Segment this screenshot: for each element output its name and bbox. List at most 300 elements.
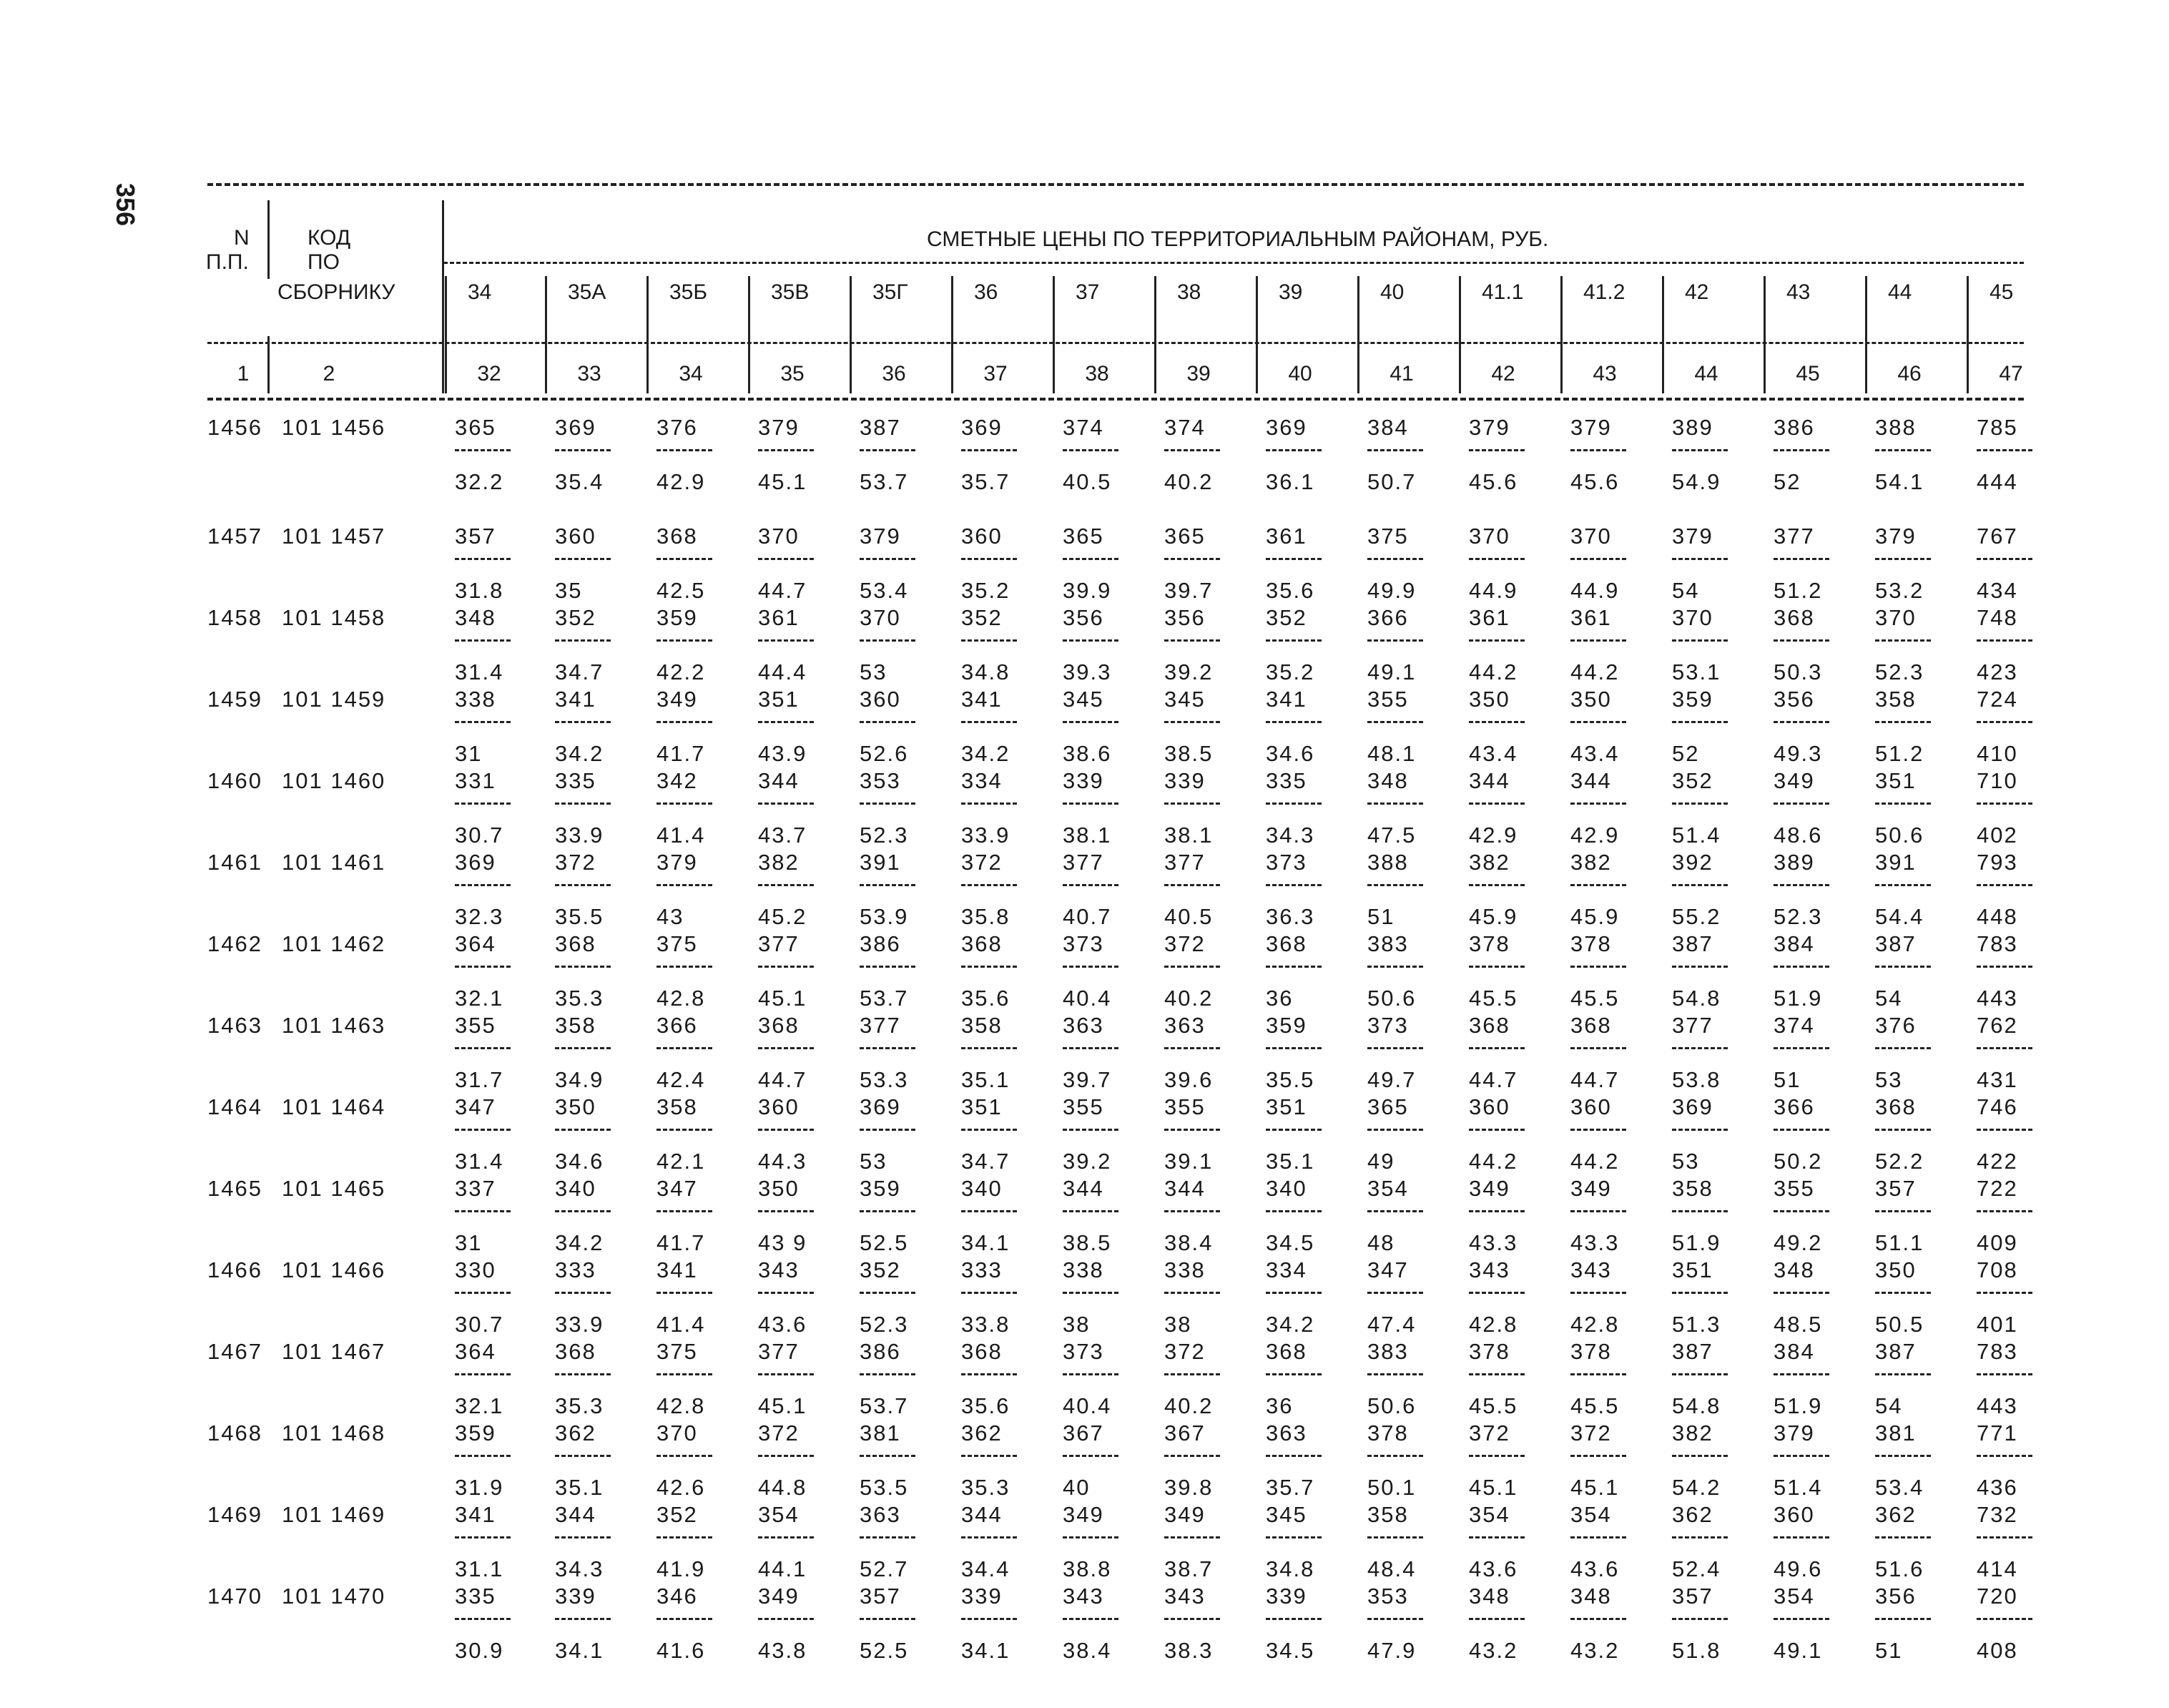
price-cell: 391 <box>860 850 901 875</box>
fraction-bar <box>455 1129 511 1131</box>
price-cell: 346 <box>656 1584 698 1609</box>
price-cell-lower: 35.4 <box>555 469 604 494</box>
price-cell-lower: 44.7 <box>1469 1067 1518 1092</box>
price-cell: 377 <box>860 1013 901 1038</box>
fraction-bar <box>1367 449 1423 451</box>
price-cell-lower: 43.4 <box>1469 741 1518 766</box>
price-cell: 358 <box>656 1094 698 1119</box>
price-cell: 370 <box>860 605 901 630</box>
price-cell-lower: 39.7 <box>1164 578 1214 603</box>
price-cell-lower: 408 <box>1977 1638 2018 1663</box>
price-cell: 368 <box>555 1339 596 1364</box>
price-cell-lower: 43.6 <box>1570 1556 1620 1581</box>
price-cell-lower: 34.2 <box>555 741 604 766</box>
fraction-bar <box>1469 1210 1525 1212</box>
price-cell: 378 <box>1469 931 1510 956</box>
fraction-bar <box>1266 1536 1322 1538</box>
kod-label: КОД <box>308 226 351 250</box>
price-cell: 387 <box>1875 1339 1917 1364</box>
price-cell-lower: 35.1 <box>961 1067 1010 1092</box>
price-cell: 372 <box>1570 1420 1612 1446</box>
price-cell-lower: 53.3 <box>860 1067 909 1092</box>
price-cell: 370 <box>1875 605 1917 630</box>
price-cell: 387 <box>1875 931 1917 956</box>
fraction-bar <box>758 1455 814 1457</box>
price-cell-lower: 34.5 <box>1266 1230 1315 1255</box>
price-cell: 339 <box>1063 768 1104 793</box>
price-cell-lower: 34.1 <box>555 1638 604 1663</box>
price-cell-lower: 54.9 <box>1672 469 1721 494</box>
price-cell: 365 <box>455 415 496 440</box>
row-code: 101 1466 <box>282 1257 386 1282</box>
price-cell: 353 <box>1367 1584 1409 1609</box>
column-number: 38 <box>1085 362 1109 386</box>
fraction-bar <box>1672 1536 1728 1538</box>
fraction-bar <box>1469 1455 1525 1457</box>
price-cell-lower: 51.6 <box>1875 1556 1924 1581</box>
fraction-bar <box>1367 1210 1423 1212</box>
price-cell-lower: 43.2 <box>1469 1638 1518 1663</box>
price-cell: 368 <box>1469 1013 1510 1038</box>
price-cell: 358 <box>1875 687 1917 712</box>
price-cell-lower: 49.2 <box>1774 1230 1823 1255</box>
price-cell: 333 <box>555 1257 596 1282</box>
price-cell-lower: 43.2 <box>1570 1638 1620 1663</box>
price-cell-lower: 53 <box>1875 1067 1903 1092</box>
price-cell-lower: 54.8 <box>1672 1393 1721 1418</box>
fraction-bar <box>758 639 814 642</box>
price-cell: 355 <box>1367 687 1409 712</box>
fraction-bar <box>860 1292 915 1294</box>
price-cell: 389 <box>1774 850 1815 875</box>
fraction-bar <box>455 721 511 723</box>
fraction-bar <box>1063 1455 1118 1457</box>
price-cell-lower: 43.4 <box>1570 741 1620 766</box>
price-cell: 379 <box>1774 1420 1815 1446</box>
price-cell: 344 <box>1164 1176 1206 1201</box>
price-cell: 368 <box>758 1013 800 1038</box>
price-cell-lower: 49.9 <box>1367 578 1417 603</box>
price-cell-lower: 32.2 <box>455 469 504 494</box>
price-cell: 382 <box>758 850 800 875</box>
price-cell-lower: 42.8 <box>656 986 706 1011</box>
page-number: 356 <box>111 183 140 227</box>
fraction-bar <box>758 721 814 723</box>
fraction-bar <box>455 803 511 805</box>
price-cell-lower: 434 <box>1977 578 2018 603</box>
price-cell-lower: 31.8 <box>455 578 504 603</box>
row-code: 101 1469 <box>282 1502 386 1527</box>
price-cell-lower: 51 <box>1367 904 1395 929</box>
district-code: 45 <box>1990 280 2014 304</box>
price-cell-lower: 39.8 <box>1164 1475 1214 1500</box>
fraction-bar <box>656 884 712 886</box>
fraction-bar <box>1977 639 2032 642</box>
price-cell-lower: 39.9 <box>1063 578 1112 603</box>
price-cell: 724 <box>1977 687 2018 712</box>
row-number: 1459 <box>207 687 262 712</box>
row-code: 101 1459 <box>282 687 386 712</box>
price-cell-lower: 34.1 <box>961 1230 1010 1255</box>
price-cell-lower: 47.4 <box>1367 1312 1417 1337</box>
fraction-bar <box>555 721 611 723</box>
price-cell-lower: 34.1 <box>961 1638 1010 1663</box>
price-cell-lower: 40.5 <box>1164 904 1214 929</box>
price-cell: 349 <box>1774 768 1815 793</box>
price-cell-lower: 52.3 <box>1774 904 1823 929</box>
row-code: 101 1465 <box>282 1176 386 1201</box>
price-cell-lower: 38.4 <box>1164 1230 1214 1255</box>
price-cell-lower: 422 <box>1977 1149 2018 1174</box>
fraction-bar <box>1367 884 1423 886</box>
fraction-bar <box>1977 1047 2032 1049</box>
price-cell-lower: 51.2 <box>1774 578 1823 603</box>
price-cell: 373 <box>1063 1339 1104 1364</box>
price-cell-lower: 39.7 <box>1063 1067 1112 1092</box>
fraction-bar <box>961 1292 1017 1294</box>
fraction-bar <box>758 449 814 451</box>
price-cell: 793 <box>1977 850 2018 875</box>
price-cell: 331 <box>455 768 496 793</box>
fraction-bar <box>1164 721 1220 723</box>
column-number: 2 <box>323 362 335 386</box>
price-cell-lower: 52.6 <box>860 741 909 766</box>
price-cell: 349 <box>758 1584 800 1609</box>
fraction-bar <box>1570 1210 1626 1212</box>
price-cell-lower: 52.5 <box>860 1230 909 1255</box>
price-cell-lower: 51.9 <box>1774 1393 1823 1418</box>
price-cell-lower: 54.4 <box>1875 904 1924 929</box>
price-cell: 364 <box>455 931 496 956</box>
pp-label: П.П. <box>206 250 249 274</box>
fraction-bar <box>1774 1373 1829 1375</box>
price-cell: 358 <box>555 1013 596 1038</box>
price-cell-lower: 50.3 <box>1774 659 1823 684</box>
fraction-bar <box>1672 966 1728 968</box>
price-cell-lower: 45.2 <box>758 904 807 929</box>
fraction-bar <box>1774 558 1829 560</box>
price-cell-lower: 34.5 <box>1266 1638 1315 1663</box>
fraction-bar <box>1469 1618 1525 1620</box>
price-cell-lower: 40.2 <box>1164 986 1214 1011</box>
fraction-bar <box>1367 1047 1423 1049</box>
price-cell-lower: 54 <box>1875 986 1903 1011</box>
price-cell: 357 <box>860 1584 901 1609</box>
district-code: 35В <box>771 280 810 304</box>
fraction-bar <box>1266 639 1322 642</box>
district-code: 35Г <box>872 280 908 304</box>
fraction-bar <box>961 1047 1017 1049</box>
price-cell: 368 <box>555 931 596 956</box>
price-cell-lower: 50.6 <box>1367 1393 1417 1418</box>
price-cell-lower: 50.7 <box>1367 469 1417 494</box>
fraction-bar <box>1164 449 1220 451</box>
fraction-bar <box>1570 1373 1626 1375</box>
price-cell-lower: 42.2 <box>656 659 706 684</box>
price-cell-lower: 54 <box>1672 578 1700 603</box>
fraction-bar <box>1266 966 1322 968</box>
fraction-bar <box>1774 1455 1829 1457</box>
price-cell-lower: 51.2 <box>1875 741 1924 766</box>
fraction-bar <box>555 1210 611 1212</box>
price-cell-lower: 50.1 <box>1367 1475 1417 1500</box>
fraction-bar <box>656 721 712 723</box>
fraction-bar <box>1774 1536 1829 1538</box>
price-cell: 388 <box>1875 415 1917 440</box>
price-cell: 352 <box>1266 605 1307 630</box>
price-cell-lower: 42.9 <box>1469 823 1518 848</box>
column-number: 34 <box>679 362 703 386</box>
fraction-bar <box>1977 1536 2032 1538</box>
fraction-bar <box>656 1292 712 1294</box>
price-cell-lower: 38.5 <box>1164 741 1214 766</box>
price-cell: 347 <box>656 1176 698 1201</box>
price-cell-lower: 41.4 <box>656 1312 706 1337</box>
fraction-bar <box>1977 1373 2032 1375</box>
price-cell: 356 <box>1875 1584 1917 1609</box>
price-cell: 376 <box>1875 1013 1917 1038</box>
price-cell: 359 <box>1266 1013 1307 1038</box>
price-cell-lower: 39.2 <box>1164 659 1214 684</box>
price-cell: 382 <box>1469 850 1510 875</box>
fraction-bar <box>1774 1129 1829 1131</box>
price-cell: 352 <box>961 605 1003 630</box>
price-cell: 340 <box>555 1176 596 1201</box>
fraction-bar <box>860 1210 915 1212</box>
price-cell-lower: 30.7 <box>455 823 504 848</box>
price-cell-lower: 31.1 <box>455 1556 504 1581</box>
price-cell: 375 <box>656 931 698 956</box>
fraction-bar <box>1774 1210 1829 1212</box>
price-cell: 359 <box>455 1420 496 1446</box>
price-cell: 343 <box>1469 1257 1510 1282</box>
fraction-bar <box>1164 1536 1220 1538</box>
column-number: 41 <box>1390 362 1414 386</box>
price-cell-lower: 42.4 <box>656 1067 706 1092</box>
fraction-bar <box>1063 1618 1118 1620</box>
price-cell: 372 <box>555 850 596 875</box>
price-cell: 339 <box>961 1584 1003 1609</box>
price-cell-lower: 34.9 <box>555 1067 604 1092</box>
price-cell: 381 <box>860 1420 901 1446</box>
price-cell-lower: 42.8 <box>1570 1312 1620 1337</box>
fraction-bar <box>758 1129 814 1131</box>
column-number: 45 <box>1796 362 1820 386</box>
price-cell-lower: 54.1 <box>1875 469 1924 494</box>
fraction-bar <box>455 639 511 642</box>
fraction-bar <box>1469 1047 1525 1049</box>
price-cell: 379 <box>1469 415 1510 440</box>
price-cell: 369 <box>1672 1094 1713 1119</box>
fraction-bar <box>1977 803 2032 805</box>
fraction-bar <box>1063 884 1118 886</box>
price-cell: 360 <box>961 524 1003 549</box>
price-cell-lower: 55.2 <box>1672 904 1721 929</box>
price-cell: 783 <box>1977 1339 2018 1364</box>
price-cell-lower: 43 <box>656 904 684 929</box>
price-cell: 376 <box>656 415 698 440</box>
price-cell-lower: 35.6 <box>961 986 1010 1011</box>
fraction-bar <box>1977 449 2032 451</box>
price-cell: 382 <box>1672 1420 1713 1446</box>
fraction-bar <box>1570 449 1626 451</box>
price-cell-lower: 43 9 <box>758 1230 807 1255</box>
row-code: 101 1460 <box>282 768 386 793</box>
price-cell: 341 <box>961 687 1003 712</box>
price-cell-lower: 44.2 <box>1469 659 1518 684</box>
price-cell: 783 <box>1977 931 2018 956</box>
fraction-bar <box>1063 1292 1118 1294</box>
price-cell-lower: 34.8 <box>961 659 1010 684</box>
price-cell: 339 <box>555 1584 596 1609</box>
fraction-bar <box>455 1373 511 1375</box>
fraction-bar <box>1875 966 1931 968</box>
price-cell: 391 <box>1875 850 1917 875</box>
table-title: СМЕТНЫЕ ЦЕНЫ ПО ТЕРРИТОРИАЛЬНЫМ РАЙОНАМ, РУБ. <box>927 227 1549 251</box>
fraction-bar <box>1164 1455 1220 1457</box>
price-cell-lower: 35.6 <box>1266 578 1315 603</box>
fraction-bar <box>1469 1536 1525 1538</box>
fraction-bar <box>860 1455 915 1457</box>
price-cell-lower: 35.7 <box>1266 1475 1315 1500</box>
price-cell: 349 <box>1164 1502 1206 1527</box>
row-code: 101 1462 <box>282 931 386 956</box>
column-number: 33 <box>577 362 601 386</box>
price-cell-lower: 38.5 <box>1063 1230 1112 1255</box>
price-cell-lower: 49.3 <box>1774 741 1823 766</box>
fraction-bar <box>1875 1129 1931 1131</box>
price-cell: 348 <box>1570 1584 1612 1609</box>
price-cell-lower: 52.2 <box>1875 1149 1924 1174</box>
fraction-bar <box>1977 966 2032 968</box>
price-cell: 361 <box>1266 524 1307 549</box>
row-code: 101 1464 <box>282 1094 386 1119</box>
price-cell: 378 <box>1469 1339 1510 1364</box>
fraction-bar <box>1367 1373 1423 1375</box>
price-cell: 379 <box>758 415 800 440</box>
price-cell-lower: 39.3 <box>1063 659 1112 684</box>
price-cell: 355 <box>1774 1176 1815 1201</box>
price-cell: 382 <box>1570 850 1612 875</box>
fraction-bar <box>1672 884 1728 886</box>
price-cell: 388 <box>1367 850 1409 875</box>
fraction-bar <box>1672 721 1728 723</box>
price-cell-lower: 431 <box>1977 1067 2018 1092</box>
fraction-bar <box>1570 803 1626 805</box>
price-cell: 360 <box>555 524 596 549</box>
fraction-bar <box>455 1292 511 1294</box>
row-number: 1468 <box>207 1420 262 1446</box>
row-number: 1463 <box>207 1013 262 1038</box>
price-cell-lower: 50.6 <box>1367 986 1417 1011</box>
column-number: 44 <box>1694 362 1718 386</box>
fraction-bar <box>1570 1618 1626 1620</box>
price-cell: 334 <box>1266 1257 1307 1282</box>
price-cell: 361 <box>1469 605 1510 630</box>
price-cell-lower: 35 <box>555 578 583 603</box>
price-cell: 330 <box>455 1257 496 1282</box>
price-cell: 368 <box>1570 1013 1612 1038</box>
price-cell-lower: 47.5 <box>1367 823 1417 848</box>
price-cell-lower: 38.4 <box>1063 1638 1112 1663</box>
column-number: 46 <box>1897 362 1922 386</box>
price-cell: 372 <box>1164 931 1206 956</box>
price-cell: 358 <box>1367 1502 1409 1527</box>
row-number: 1457 <box>207 524 262 549</box>
price-cell: 771 <box>1977 1420 2018 1446</box>
fraction-bar <box>1977 1618 2032 1620</box>
price-cell-lower: 50.2 <box>1774 1149 1823 1174</box>
price-cell-lower: 33.9 <box>555 823 604 848</box>
fraction-bar <box>1469 721 1525 723</box>
price-cell: 355 <box>455 1013 496 1038</box>
fraction-bar <box>1367 1455 1423 1457</box>
price-cell: 362 <box>1875 1502 1917 1527</box>
fraction-bar <box>1570 1292 1626 1294</box>
price-cell: 762 <box>1977 1013 2018 1038</box>
price-cell: 722 <box>1977 1176 2018 1201</box>
price-cell-lower: 31.7 <box>455 1067 504 1092</box>
fraction-bar <box>1367 721 1423 723</box>
price-cell: 379 <box>656 850 698 875</box>
fraction-bar <box>1977 1210 2032 1212</box>
price-cell: 361 <box>1570 605 1612 630</box>
row-code: 101 1458 <box>282 605 386 630</box>
fraction-bar <box>1672 449 1728 451</box>
fraction-bar <box>1672 639 1728 642</box>
fraction-bar <box>1164 884 1220 886</box>
column-number: 36 <box>882 362 906 386</box>
price-cell-lower: 43.3 <box>1469 1230 1518 1255</box>
price-cell-lower: 44.2 <box>1570 1149 1620 1174</box>
fraction-bar <box>656 449 712 451</box>
price-cell: 373 <box>1266 850 1307 875</box>
fraction-bar <box>455 1536 511 1538</box>
fraction-bar <box>1266 449 1322 451</box>
header-divider <box>442 200 444 393</box>
price-cell-lower: 39.6 <box>1164 1067 1214 1092</box>
price-cell: 341 <box>1266 687 1307 712</box>
fraction-bar <box>1266 721 1322 723</box>
price-cell: 383 <box>1367 1339 1409 1364</box>
row-number: 1465 <box>207 1176 262 1201</box>
fraction-bar <box>656 1455 712 1457</box>
fraction-bar <box>1367 639 1423 642</box>
fraction-bar <box>1570 639 1626 642</box>
price-cell: 358 <box>961 1013 1003 1038</box>
price-cell: 767 <box>1977 524 2018 549</box>
price-cell-lower: 53.8 <box>1672 1067 1721 1092</box>
column-number: 42 <box>1491 362 1515 386</box>
district-code: 36 <box>974 280 998 304</box>
price-cell-lower: 53.4 <box>860 578 909 603</box>
header-bottom-rule <box>207 398 2024 401</box>
price-cell-lower: 35.5 <box>555 904 604 929</box>
fraction-bar <box>1164 803 1220 805</box>
price-cell: 345 <box>1063 687 1104 712</box>
row-code: 101 1457 <box>282 524 386 549</box>
price-cell-lower: 43.6 <box>758 1312 807 1337</box>
price-cell-lower: 42.8 <box>656 1393 706 1418</box>
fraction-bar <box>1570 1536 1626 1538</box>
district-code: 39 <box>1279 280 1303 304</box>
fraction-bar <box>961 1129 1017 1131</box>
fraction-bar <box>1774 449 1829 451</box>
price-cell-lower: 52.5 <box>860 1638 909 1663</box>
price-cell-lower: 48 <box>1367 1230 1395 1255</box>
fraction-bar <box>555 1129 611 1131</box>
fraction-bar <box>1469 803 1525 805</box>
